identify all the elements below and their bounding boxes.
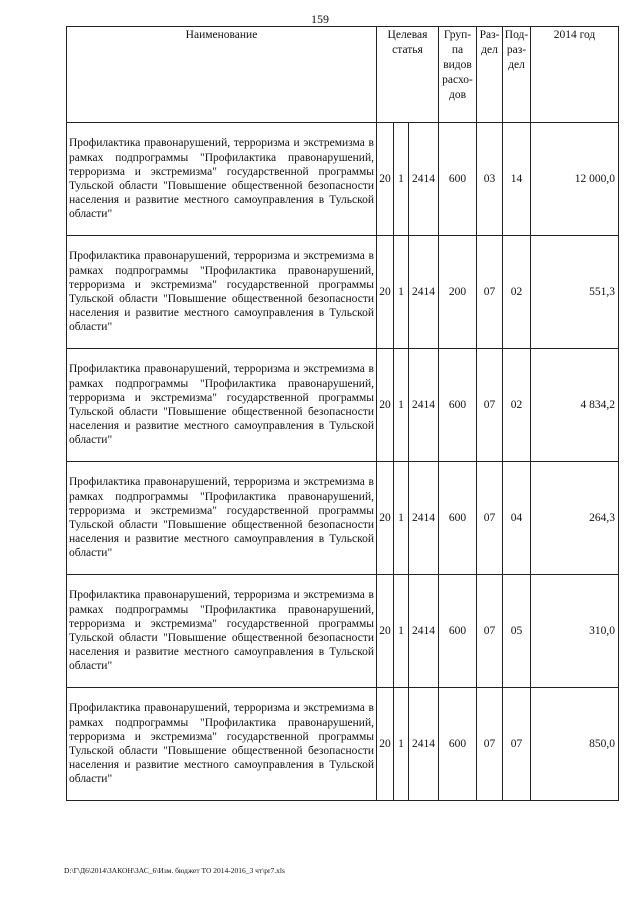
table-row xyxy=(67,349,619,462)
row-group: 600 xyxy=(439,462,477,575)
table-row xyxy=(67,575,619,688)
row-target-part3: 2414 xyxy=(409,462,439,575)
header-subsection: Под-раз-дел xyxy=(503,27,531,123)
row-section: 03 xyxy=(477,123,503,236)
row-target-part1: 20 xyxy=(377,688,394,801)
row-subsection: 02 xyxy=(503,236,531,349)
row-section: 07 xyxy=(477,349,503,462)
table-row xyxy=(67,462,619,575)
row-amount: 310,0 xyxy=(531,575,619,688)
row-target-part2: 1 xyxy=(394,575,409,688)
budget-table xyxy=(66,26,619,801)
header-group: Груп-па видов расхо-дов xyxy=(439,27,477,123)
header-name: Наименование xyxy=(67,27,377,123)
row-target-part2: 1 xyxy=(394,462,409,575)
row-amount: 12 000,0 xyxy=(531,123,619,236)
row-name: Профилактика правонарушений, терроризма и экстремизма в рамках подпрограммы "Профилактика правонарушений, терроризма и экстремизма" государственной программы Тульской области "Повышение общественной безопасности населения и развитие местного самоуправления в Тульской области" xyxy=(67,575,377,688)
row-target-part3: 2414 xyxy=(409,236,439,349)
row-target-part1: 20 xyxy=(377,123,394,236)
row-name: Профилактика правонарушений, терроризма и экстремизма в рамках подпрограммы "Профилактика правонарушений, терроризма и экстремизма" государственной программы Тульской области "Повышение общественной безопасности населения и развитие местного самоуправления в Тульской области" xyxy=(67,123,377,236)
row-group: 600 xyxy=(439,575,477,688)
header-target: Целевая статья xyxy=(377,27,439,123)
header-section: Раз-дел xyxy=(477,27,503,123)
table-row xyxy=(67,123,619,236)
row-group: 600 xyxy=(439,688,477,801)
row-amount: 850,0 xyxy=(531,688,619,801)
row-section: 07 xyxy=(477,462,503,575)
row-target-part1: 20 xyxy=(377,575,394,688)
row-name: Профилактика правонарушений, терроризма и экстремизма в рамках подпрограммы "Профилактика правонарушений, терроризма и экстремизма" государственной программы Тульской области "Повышение общественной безопасности населения и развитие местного самоуправления в Тульской области" xyxy=(67,236,377,349)
row-section: 07 xyxy=(477,575,503,688)
header-year: 2014 год xyxy=(531,27,619,123)
row-amount: 551,3 xyxy=(531,236,619,349)
row-target-part3: 2414 xyxy=(409,123,439,236)
row-target-part1: 20 xyxy=(377,236,394,349)
row-target-part2: 1 xyxy=(394,688,409,801)
row-target-part2: 1 xyxy=(394,123,409,236)
row-group: 200 xyxy=(439,236,477,349)
row-target-part2: 1 xyxy=(394,236,409,349)
row-section: 07 xyxy=(477,236,503,349)
row-target-part1: 20 xyxy=(377,349,394,462)
row-name: Профилактика правонарушений, терроризма и экстремизма в рамках подпрограммы "Профилактика правонарушений, терроризма и экстремизма" государственной программы Тульской области "Повышение общественной безопасности населения и развитие местного самоуправления в Тульской области" xyxy=(67,349,377,462)
row-name: Профилактика правонарушений, терроризма и экстремизма в рамках подпрограммы "Профилактика правонарушений, терроризма и экстремизма" государственной программы Тульской области "Повышение общественной безопасности населения и развитие местного самоуправления в Тульской области" xyxy=(67,462,377,575)
table-row xyxy=(67,236,619,349)
row-target-part2: 1 xyxy=(394,349,409,462)
table-body xyxy=(67,123,619,801)
row-amount: 4 834,2 xyxy=(531,349,619,462)
row-group: 600 xyxy=(439,349,477,462)
row-amount: 264,3 xyxy=(531,462,619,575)
row-section: 07 xyxy=(477,688,503,801)
row-subsection: 04 xyxy=(503,462,531,575)
row-target-part3: 2414 xyxy=(409,349,439,462)
row-subsection: 05 xyxy=(503,575,531,688)
table-header-row xyxy=(67,27,619,123)
row-target-part3: 2414 xyxy=(409,688,439,801)
row-target-part3: 2414 xyxy=(409,575,439,688)
row-group: 600 xyxy=(439,123,477,236)
footer-file-path: D:\Г\Д6\2014\ЗАКОН\ЗАС_6\Изм. бюджет ТО 2014-2016_3 чт\pr7.xls xyxy=(64,866,285,875)
page-number: 159 xyxy=(311,12,329,26)
row-subsection: 14 xyxy=(503,123,531,236)
row-subsection: 02 xyxy=(503,349,531,462)
row-subsection: 07 xyxy=(503,688,531,801)
row-target-part1: 20 xyxy=(377,462,394,575)
table-row xyxy=(67,688,619,801)
row-name: Профилактика правонарушений, терроризма и экстремизма в рамках подпрограммы "Профилактика правонарушений, терроризма и экстремизма" государственной программы Тульской области "Повышение общественной безопасности населения и развитие местного самоуправления в Тульской области" xyxy=(67,688,377,801)
